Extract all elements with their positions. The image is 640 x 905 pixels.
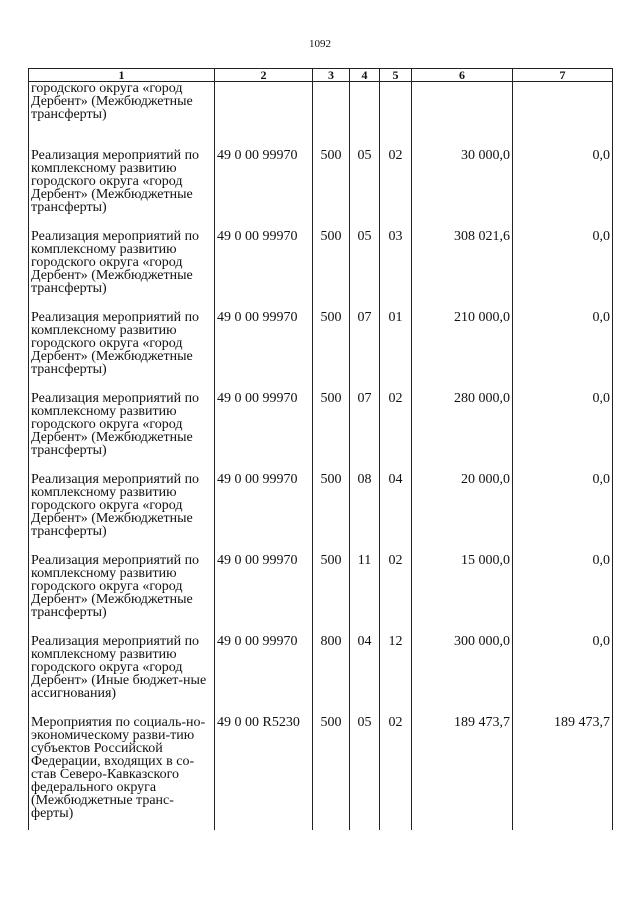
column-header-6: 6 [412, 69, 513, 82]
row-vr: 500 [313, 298, 350, 379]
row-code: 49 0 00 99970 [215, 217, 313, 298]
row-vr: 500 [313, 379, 350, 460]
row-amount-1: 210 000,0 [412, 298, 513, 379]
row-amount-1: 300 000,0 [412, 622, 513, 703]
row-amount-1: 30 000,0 [412, 136, 513, 217]
table-row [29, 703, 613, 830]
row-pr: 02 [380, 379, 412, 460]
row-amount-2: 0,0 [513, 217, 613, 298]
table-row-continued [29, 82, 613, 137]
row-code: 49 0 00 99970 [215, 136, 313, 217]
row-amount-2: 0,0 [513, 136, 613, 217]
row-amount-2: 189 473,7 [513, 703, 613, 830]
table-row [29, 541, 613, 622]
row-vr: 500 [313, 217, 350, 298]
row-pr: 02 [380, 541, 412, 622]
table-row [29, 622, 613, 703]
column-header-1: 1 [29, 69, 215, 82]
row-pr: 02 [380, 703, 412, 830]
row-vr: 500 [313, 541, 350, 622]
row-rz: 05 [350, 217, 380, 298]
row-code: 49 0 00 99970 [215, 460, 313, 541]
row-name: Реализация мероприятий по комплексному развитию городского округа «город Дербент» (Межбюджетные трансферты) [29, 541, 215, 622]
row-amount-1: 189 473,7 [412, 703, 513, 830]
row-code: 49 0 00 99970 [215, 298, 313, 379]
row-amount-2: 0,0 [513, 541, 613, 622]
column-header-5: 5 [380, 69, 412, 82]
row-vr: 500 [313, 460, 350, 541]
row-code: 49 0 00 99970 [215, 379, 313, 460]
row-rz: 11 [350, 541, 380, 622]
row-pr: 04 [380, 460, 412, 541]
row-pr: 01 [380, 298, 412, 379]
budget-table [28, 68, 613, 830]
page-number: 1092 [309, 38, 331, 50]
row-name: Реализация мероприятий по комплексному развитию городского округа «город Дербент» (Межбюджетные трансферты) [29, 460, 215, 541]
row-amount-1: 308 021,6 [412, 217, 513, 298]
table-row [29, 217, 613, 298]
table-row [29, 136, 613, 217]
row-name: городского округа «город Дербент» (Межбюджетные трансферты) [29, 82, 215, 137]
column-header-2: 2 [215, 69, 313, 82]
column-header-7: 7 [513, 69, 613, 82]
row-vr: 500 [313, 136, 350, 217]
row-name: Реализация мероприятий по комплексному развитию городского округа «город Дербент» (Межбюджетные трансферты) [29, 217, 215, 298]
row-vr: 800 [313, 622, 350, 703]
table-row [29, 379, 613, 460]
row-code: 49 0 00 99970 [215, 622, 313, 703]
row-amount-2: 0,0 [513, 622, 613, 703]
row-amount-2: 0,0 [513, 460, 613, 541]
row-rz: 05 [350, 703, 380, 830]
row-pr: 03 [380, 217, 412, 298]
row-amount-2: 0,0 [513, 298, 613, 379]
column-header-3: 3 [313, 69, 350, 82]
table-row [29, 460, 613, 541]
row-name: Реализация мероприятий по комплексному развитию городского округа «город Дербент» (Межбюджетные трансферты) [29, 298, 215, 379]
row-code: 49 0 00 99970 [215, 541, 313, 622]
row-amount-1: 280 000,0 [412, 379, 513, 460]
row-amount-1: 15 000,0 [412, 541, 513, 622]
row-name: Реализация мероприятий по комплексному развитию городского округа «город Дербент» (Межбюджетные трансферты) [29, 379, 215, 460]
table-row [29, 298, 613, 379]
row-name: Реализация мероприятий по комплексному развитию городского округа «город Дербент» (Межбюджетные трансферты) [29, 136, 215, 217]
row-rz: 07 [350, 298, 380, 379]
row-rz: 08 [350, 460, 380, 541]
row-name: Реализация мероприятий по комплексному развитию городского округа «город Дербент» (Иные бюджет-ные ассигнования) [29, 622, 215, 703]
row-amount-1: 20 000,0 [412, 460, 513, 541]
row-pr: 12 [380, 622, 412, 703]
column-number-header [29, 69, 613, 82]
row-rz: 07 [350, 379, 380, 460]
column-header-4: 4 [350, 69, 380, 82]
row-code: 49 0 00 R5230 [215, 703, 313, 830]
row-rz: 04 [350, 622, 380, 703]
row-rz: 05 [350, 136, 380, 217]
row-amount-2: 0,0 [513, 379, 613, 460]
row-name: Мероприятия по социаль-но-экономическому разви-тию субъектов Российской Федерации, входящих в со-став Северо-Кавказского федерального округа (Межбюджетные транс-ферты) [29, 703, 215, 830]
row-vr: 500 [313, 703, 350, 830]
row-pr: 02 [380, 136, 412, 217]
